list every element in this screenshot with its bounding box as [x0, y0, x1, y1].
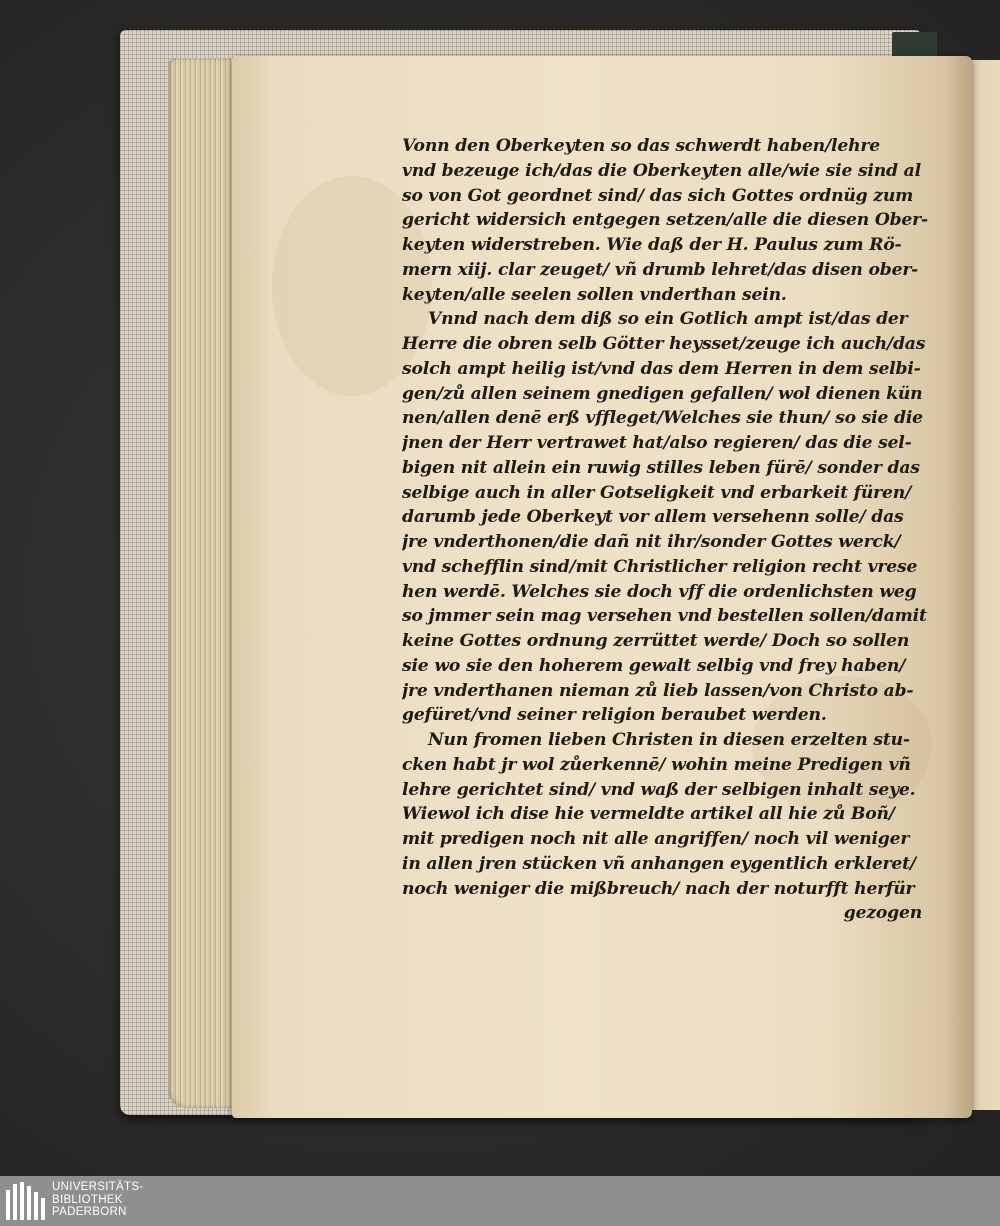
text-line: Nun fromen lieben Christen in diesen erzelten stu- — [428, 730, 910, 750]
text-line: Vonn den Oberkeyten so das schwerdt haben/lehre — [402, 136, 881, 156]
text-line: so von Got geordnet sind/ das sich Gottes ordnüg zum — [402, 185, 914, 206]
text-line: solch ampt heilig ist/vnd das dem Herren in dem selbi- — [402, 358, 921, 379]
logo-line-1: UNIVERSITÄTS- — [52, 1181, 144, 1193]
text-line: hen werdē. Welches sie doch vff die ordenlichsten weg — [402, 581, 917, 602]
logo-line-3: PADERBORN — [52, 1206, 127, 1218]
text-line: so jmmer sein mag versehen vnd bestellen sollen/damit — [402, 606, 927, 627]
text-line: sie wo sie den hoherem gewalt selbig vnd frey haben/ — [402, 655, 906, 676]
text-line: nen/allen denē erß vffleget/Welches sie thun/ so sie die — [402, 408, 923, 429]
text-line: in allen jren stücken vñ anhangen eygentlich erkleret/ — [402, 853, 916, 874]
text-line: gen/zů allen seinem gnedigen gefallen/ wol dienen kün — [402, 383, 923, 404]
text-line: Wiewol ich dise hie vermeldte artikel all hie zů Boñ/ — [402, 804, 895, 825]
catchword: gezogen — [843, 903, 922, 924]
text-line: selbige auch in aller Gotseligkeit vnd erbarkeit füren/ — [402, 482, 912, 503]
text-line: mern xiij. clar zeuget/ vñ drumb lehret/das disen ober- — [402, 259, 919, 280]
text-line: jre vnderthonen/die dañ nit ihr/sonder Gottes werck/ — [402, 532, 901, 552]
logo-line-2: BIBLIOTHEK — [52, 1193, 123, 1206]
text-line: gefüret/vnd seiner religion beraubet werden. — [402, 705, 827, 726]
text-line: mit predigen noch nit alle angriffen/ noch vil weniger — [402, 829, 910, 849]
text-line: bigen nit allein ein ruwig stilles leben fürē/ sonder das — [402, 457, 920, 478]
text-line: keine Gottes ordnung zerrüttet werde/ Doch so sollen — [402, 631, 910, 651]
text-line: vnd bezeuge ich/das die Oberkeyten alle/wie sie sind al — [402, 160, 921, 181]
library-footer-bar — [0, 1176, 1000, 1226]
library-logo-text — [52, 1181, 143, 1219]
text-line: keyten/alle seelen sollen vnderthan sein. — [402, 284, 787, 305]
text-line: keyten widerstreben. Wie daß der H. Paulus zum Rö- — [402, 235, 902, 255]
text-line: lehre gerichtet sind/ vnd waß der selbigen inhalt seye. — [402, 779, 916, 800]
text-line: jnen der Herr vertrawet hat/also regieren/ das die sel- — [402, 433, 912, 453]
library-logo-icon — [6, 1182, 46, 1220]
text-line: vnd schefflin sind/mit Christlicher religion recht vrese — [402, 556, 918, 577]
text-line: gericht widersich entgegen setzen/alle die diesen Ober- — [402, 210, 928, 231]
text-line: Herre die obren selb Götter heysset/zeuge ich auch/das — [402, 334, 926, 354]
text-line: cken habt jr wol zůerkennē/ wohin meine Predigen vñ — [402, 754, 911, 775]
page-text — [402, 134, 930, 926]
text-line: jre vnderthanen nieman zů lieb lassen/von Christo ab- — [402, 680, 914, 701]
text-line: darumb jede Oberkeyt vor allem versehenn solle/ das — [402, 507, 904, 528]
text-line: Vnnd nach dem diß so ein Gotlich ampt ist/das der — [428, 309, 908, 330]
text-line: noch weniger die mißbreuch/ nach der noturfft herfür — [402, 878, 915, 899]
